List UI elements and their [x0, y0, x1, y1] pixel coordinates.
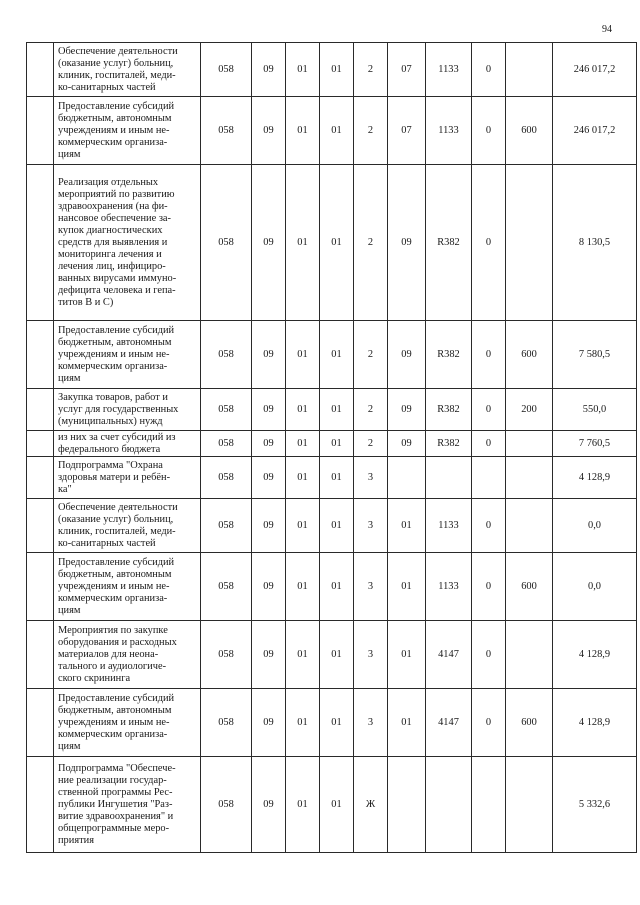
blank-index-cell — [27, 757, 54, 853]
event-code-cell: 07 — [388, 43, 426, 97]
direction-code-cell: 4147 — [426, 621, 472, 689]
table-row — [27, 389, 637, 431]
table-row — [27, 165, 637, 321]
section-code-cell: 09 — [252, 97, 286, 165]
section-code-cell: 09 — [252, 689, 286, 757]
amount-cell: 5 332,6 — [553, 757, 637, 853]
blank-index-cell — [27, 553, 54, 621]
subsection-code-cell: 01 — [286, 389, 320, 431]
program-code-cell: 01 — [320, 321, 354, 389]
table-row — [27, 321, 637, 389]
row-name-cell: Реализация отдельных мероприятий по развитию здравоохранения (на фи- нансовое обеспечение за- купок диагностических средств для выявления и мониторинга лечения и лечения лиц, инфициро- ванных вирусами иммуно- дефицита человека и гепа- титов В и С) — [54, 165, 201, 321]
amount-cell: 4 128,9 — [553, 689, 637, 757]
event-code-cell: 09 — [388, 321, 426, 389]
program-code-cell: 01 — [320, 97, 354, 165]
admin-code-cell: 058 — [201, 321, 252, 389]
blank-index-cell — [27, 689, 54, 757]
admin-code-cell: 058 — [201, 553, 252, 621]
event-code-cell — [388, 457, 426, 499]
subsection-code-cell: 01 — [286, 757, 320, 853]
subsection-code-cell: 01 — [286, 97, 320, 165]
subprogram-code-cell: 2 — [354, 321, 388, 389]
event-code-cell — [388, 757, 426, 853]
amount-cell: 4 128,9 — [553, 621, 637, 689]
section-code-cell: 09 — [252, 553, 286, 621]
amount-cell: 0,0 — [553, 553, 637, 621]
group-code-cell — [472, 457, 506, 499]
group-code-cell: 0 — [472, 553, 506, 621]
direction-code-cell: R382 — [426, 389, 472, 431]
direction-code-cell: 1133 — [426, 97, 472, 165]
expense-type-cell: 600 — [506, 321, 553, 389]
expense-type-cell: 200 — [506, 389, 553, 431]
row-name-cell: Обеспечение деятельности (оказание услуг) больниц, клиник, госпиталей, меди- ко-санитарных частей — [54, 43, 201, 97]
group-code-cell: 0 — [472, 43, 506, 97]
event-code-cell: 09 — [388, 431, 426, 457]
subsection-code-cell: 01 — [286, 43, 320, 97]
subprogram-code-cell: 2 — [354, 165, 388, 321]
direction-code-cell: 4147 — [426, 689, 472, 757]
blank-index-cell — [27, 43, 54, 97]
direction-code-cell: R382 — [426, 431, 472, 457]
subprogram-code-cell: 3 — [354, 457, 388, 499]
admin-code-cell: 058 — [201, 689, 252, 757]
subprogram-code-cell: 2 — [354, 43, 388, 97]
admin-code-cell: 058 — [201, 389, 252, 431]
subsection-code-cell: 01 — [286, 553, 320, 621]
admin-code-cell: 058 — [201, 165, 252, 321]
blank-index-cell — [27, 97, 54, 165]
group-code-cell: 0 — [472, 689, 506, 757]
amount-cell: 7 760,5 — [553, 431, 637, 457]
expense-type-cell — [506, 757, 553, 853]
direction-code-cell — [426, 457, 472, 499]
admin-code-cell: 058 — [201, 97, 252, 165]
group-code-cell: 0 — [472, 499, 506, 553]
direction-code-cell — [426, 757, 472, 853]
program-code-cell: 01 — [320, 165, 354, 321]
program-code-cell: 01 — [320, 389, 354, 431]
subsection-code-cell: 01 — [286, 689, 320, 757]
expense-type-cell — [506, 43, 553, 97]
blank-index-cell — [27, 431, 54, 457]
row-name-cell: из них за счет субсидий из федерального бюджета — [54, 431, 201, 457]
event-code-cell: 09 — [388, 389, 426, 431]
section-code-cell: 09 — [252, 431, 286, 457]
row-name-cell: Мероприятия по закупке оборудования и расходных материалов для неона- тального и аудиологиче- ского скрининга — [54, 621, 201, 689]
expense-type-cell: 600 — [506, 553, 553, 621]
program-code-cell: 01 — [320, 553, 354, 621]
program-code-cell: 01 — [320, 431, 354, 457]
amount-cell: 7 580,5 — [553, 321, 637, 389]
budget-table — [26, 42, 637, 853]
subprogram-code-cell: 3 — [354, 689, 388, 757]
program-code-cell: 01 — [320, 499, 354, 553]
blank-index-cell — [27, 165, 54, 321]
expense-type-cell — [506, 621, 553, 689]
program-code-cell: 01 — [320, 43, 354, 97]
group-code-cell — [472, 757, 506, 853]
table-row — [27, 553, 637, 621]
table-row — [27, 621, 637, 689]
amount-cell: 550,0 — [553, 389, 637, 431]
expense-type-cell — [506, 457, 553, 499]
row-name-cell: Подпрограмма "Охрана здоровья матери и ребён- ка" — [54, 457, 201, 499]
event-code-cell: 07 — [388, 97, 426, 165]
admin-code-cell: 058 — [201, 621, 252, 689]
amount-cell: 246 017,2 — [553, 43, 637, 97]
table-row — [27, 97, 637, 165]
subsection-code-cell: 01 — [286, 321, 320, 389]
section-code-cell: 09 — [252, 321, 286, 389]
amount-cell: 246 017,2 — [553, 97, 637, 165]
blank-index-cell — [27, 457, 54, 499]
table-row — [27, 43, 637, 97]
program-code-cell: 01 — [320, 457, 354, 499]
row-name-cell: Закупка товаров, работ и услуг для государственных (муниципальных) нужд — [54, 389, 201, 431]
blank-index-cell — [27, 389, 54, 431]
program-code-cell: 01 — [320, 689, 354, 757]
direction-code-cell: 1133 — [426, 43, 472, 97]
subprogram-code-cell: 3 — [354, 499, 388, 553]
section-code-cell: 09 — [252, 757, 286, 853]
group-code-cell: 0 — [472, 165, 506, 321]
subprogram-code-cell: 2 — [354, 431, 388, 457]
section-code-cell: 09 — [252, 165, 286, 321]
row-name-cell: Предоставление субсидий бюджетным, автономным учреждениям и иным не- коммерческим организа- циям — [54, 321, 201, 389]
section-code-cell: 09 — [252, 389, 286, 431]
direction-code-cell: 1133 — [426, 553, 472, 621]
table-row — [27, 431, 637, 457]
expense-type-cell: 600 — [506, 97, 553, 165]
event-code-cell: 09 — [388, 165, 426, 321]
admin-code-cell: 058 — [201, 43, 252, 97]
section-code-cell: 09 — [252, 621, 286, 689]
table-row — [27, 689, 637, 757]
direction-code-cell: 1133 — [426, 499, 472, 553]
subprogram-code-cell: 3 — [354, 553, 388, 621]
expense-type-cell — [506, 499, 553, 553]
blank-index-cell — [27, 321, 54, 389]
table-row — [27, 499, 637, 553]
table-row — [27, 757, 637, 853]
subsection-code-cell: 01 — [286, 457, 320, 499]
event-code-cell: 01 — [388, 621, 426, 689]
section-code-cell: 09 — [252, 457, 286, 499]
group-code-cell: 0 — [472, 321, 506, 389]
subsection-code-cell: 01 — [286, 499, 320, 553]
amount-cell: 8 130,5 — [553, 165, 637, 321]
section-code-cell: 09 — [252, 43, 286, 97]
program-code-cell: 01 — [320, 621, 354, 689]
blank-index-cell — [27, 499, 54, 553]
subsection-code-cell: 01 — [286, 621, 320, 689]
event-code-cell: 01 — [388, 553, 426, 621]
row-name-cell: Предоставление субсидий бюджетным, автономным учреждениям и иным не- коммерческим организа- циям — [54, 97, 201, 165]
table-row — [27, 457, 637, 499]
group-code-cell: 0 — [472, 97, 506, 165]
blank-index-cell — [27, 621, 54, 689]
page-number: 94 — [602, 24, 612, 35]
row-name-cell: Предоставление субсидий бюджетным, автономным учреждениям и иным не- коммерческим организа- циям — [54, 689, 201, 757]
expense-type-cell — [506, 165, 553, 321]
amount-cell: 4 128,9 — [553, 457, 637, 499]
admin-code-cell: 058 — [201, 757, 252, 853]
group-code-cell: 0 — [472, 389, 506, 431]
expense-type-cell — [506, 431, 553, 457]
group-code-cell: 0 — [472, 621, 506, 689]
subprogram-code-cell: Ж — [354, 757, 388, 853]
subsection-code-cell: 01 — [286, 431, 320, 457]
row-name-cell: Подпрограмма "Обеспече- ние реализации государ- ственной программы Рес- публики Ингушетия "Раз- витие здравоохранения" и общепрограммные меро- приятия — [54, 757, 201, 853]
event-code-cell: 01 — [388, 689, 426, 757]
subprogram-code-cell: 3 — [354, 621, 388, 689]
subprogram-code-cell: 2 — [354, 389, 388, 431]
program-code-cell: 01 — [320, 757, 354, 853]
direction-code-cell: R382 — [426, 321, 472, 389]
admin-code-cell: 058 — [201, 431, 252, 457]
amount-cell: 0,0 — [553, 499, 637, 553]
event-code-cell: 01 — [388, 499, 426, 553]
group-code-cell: 0 — [472, 431, 506, 457]
section-code-cell: 09 — [252, 499, 286, 553]
admin-code-cell: 058 — [201, 499, 252, 553]
expense-type-cell: 600 — [506, 689, 553, 757]
row-name-cell: Предоставление субсидий бюджетным, автономным учреждениям и иным не- коммерческим организа- циям — [54, 553, 201, 621]
admin-code-cell: 058 — [201, 457, 252, 499]
subsection-code-cell: 01 — [286, 165, 320, 321]
subprogram-code-cell: 2 — [354, 97, 388, 165]
row-name-cell: Обеспечение деятельности (оказание услуг) больниц, клиник, госпиталей, меди- ко-санитарных частей — [54, 499, 201, 553]
direction-code-cell: R382 — [426, 165, 472, 321]
